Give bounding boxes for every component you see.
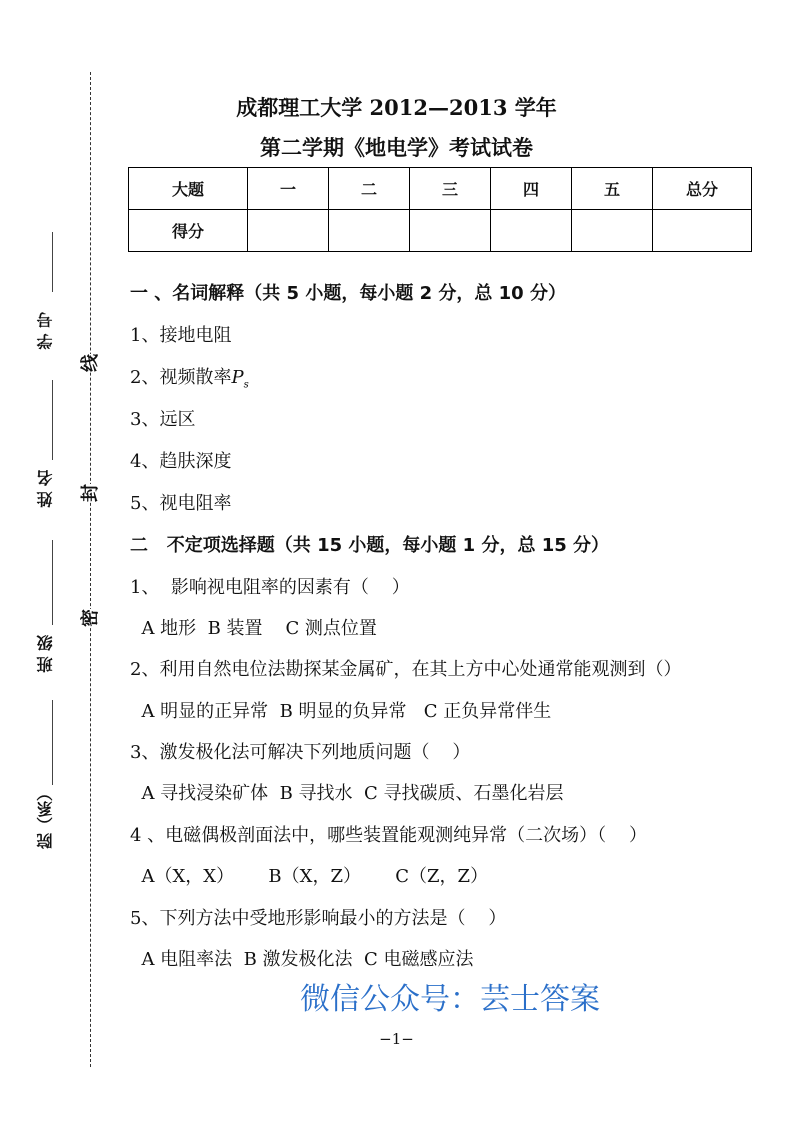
question: 5、下列方法中受地形影响最小的方法是（ ）: [130, 908, 507, 929]
score-table: [128, 167, 752, 252]
seal-feng: 封: [76, 484, 102, 502]
name-label: 姓 名: [36, 470, 55, 508]
options: A 电阻率法 B 激发极化法 C 电磁感应法: [130, 949, 474, 970]
header-cell: 三: [410, 168, 491, 210]
score-cell: [491, 210, 572, 252]
section2-heading: 二 不定项选择题（共 15 小题，每小题 1 分，总 15 分）: [130, 535, 610, 556]
student-id-label: 学 号: [36, 312, 55, 350]
score-cell: [248, 210, 329, 252]
header-cell: 四: [491, 168, 572, 210]
exam-subtitle: 第二学期《地电学》考试试卷: [260, 135, 533, 160]
question: 3、激发极化法可解决下列地质问题（ ）: [130, 742, 471, 763]
score-cell: [329, 210, 410, 252]
question: 3、远区: [130, 409, 196, 430]
section1-heading: 一 、名词解释（共 5 小题，每小题 2 分，总 10 分）: [130, 283, 566, 304]
question: 1、接地电阻: [130, 325, 232, 346]
question: 4、趋肤深度: [130, 451, 232, 472]
exam-title: 成都理工大学 2012—2013 学年: [236, 95, 557, 120]
college-label: 院（系）: [36, 785, 55, 849]
header-cell: 五: [572, 168, 653, 210]
question: 4 、电磁偶极剖面法中，哪些装置能观测纯异常（二次场）（ ）: [130, 825, 648, 846]
underline: [52, 700, 53, 785]
options: A 寻找浸染矿体 B 寻找水 C 寻找碳质、石墨化岩层: [130, 783, 564, 804]
symbol: P: [231, 367, 244, 388]
score-row-label: 得分: [129, 210, 248, 252]
question: 1、 影响视电阻率的因素有（ ）: [130, 577, 410, 598]
header-cell: 总分: [653, 168, 752, 210]
score-cell: [572, 210, 653, 252]
underline: [52, 540, 53, 625]
question-text: 2、视频散率: [130, 367, 232, 388]
class-label: 班 级: [36, 635, 55, 673]
header-cell: 二: [329, 168, 410, 210]
watermark: 微信公众号：芸士答案: [300, 982, 600, 1017]
question: 2、利用自然电位法勘探某金属矿，在其上方中心处通常能观测到（）: [130, 659, 682, 680]
options: A 明显的正异常 B 明显的负异常 C 正负异常伴生: [130, 701, 552, 722]
binding-dashed-line: [90, 72, 91, 1067]
options: A（X，X） B（X，Z） C（Z，Z）: [130, 866, 489, 887]
question: [130, 363, 249, 391]
header-cell: 大题: [129, 168, 248, 210]
symbol-sub: s: [243, 379, 249, 391]
score-cell: [410, 210, 491, 252]
options: A 地形 B 装置 C 测点位置: [130, 618, 377, 639]
seal-mi: 密: [76, 609, 102, 627]
question: 5、视电阻率: [130, 493, 232, 514]
underline: [52, 232, 53, 292]
page-number: −1−: [379, 1030, 414, 1048]
score-cell: [653, 210, 752, 252]
header-cell: 一: [248, 168, 329, 210]
seal-xian: 线: [76, 354, 102, 372]
underline: [52, 380, 53, 460]
